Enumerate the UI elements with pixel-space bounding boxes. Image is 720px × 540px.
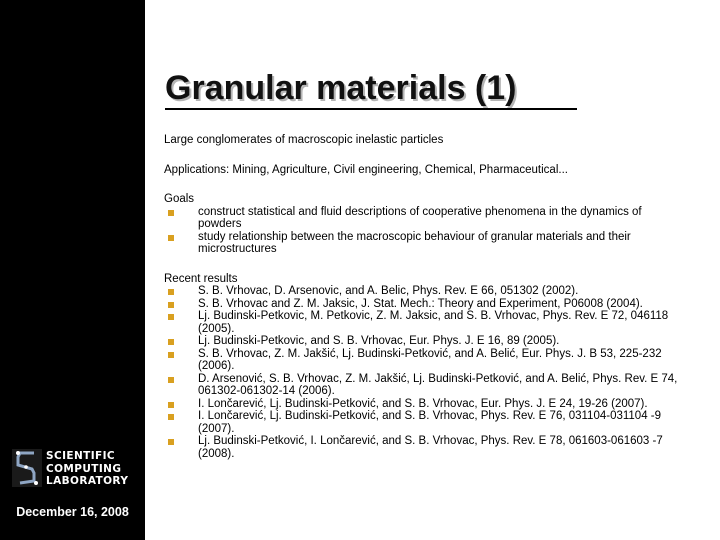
result-item bbox=[164, 410, 679, 435]
scientific-computing-laboratory-logo bbox=[10, 449, 133, 487]
result-item bbox=[164, 373, 679, 398]
scl-logo-icon bbox=[12, 449, 42, 487]
square-bullet-icon bbox=[168, 414, 174, 420]
result-text: S. B. Vrhovac and Z. M. Jaksic, J. Stat. Mech.: Theory and Experiment, P06008 (2004). bbox=[198, 297, 643, 310]
slide-title: Granular materials (1) bbox=[165, 69, 517, 107]
square-bullet-icon bbox=[168, 314, 174, 320]
intro-text: Large conglomerates of macroscopic inelastic particles bbox=[164, 134, 444, 146]
result-item bbox=[164, 398, 679, 411]
slide-content bbox=[164, 134, 679, 460]
square-bullet-icon bbox=[168, 235, 174, 241]
logo-wordmark bbox=[46, 450, 128, 488]
results-list bbox=[164, 285, 679, 460]
square-bullet-icon bbox=[168, 302, 174, 308]
result-item bbox=[164, 310, 679, 335]
result-item bbox=[164, 348, 679, 373]
title-area bbox=[165, 66, 580, 110]
result-text: Lj. Budinski-Petkovic, M. Petkovic, Z. M. Jaksic, and S. B. Vrhovac, Phys. Rev. E 72, 046118 (2005). bbox=[198, 310, 669, 335]
applications-text: Applications: Mining, Agriculture, Civil engineering, Chemical, Pharmaceutical... bbox=[164, 163, 568, 176]
title-underline bbox=[165, 108, 577, 110]
logo-line-1: SCIENTIFIC bbox=[46, 450, 115, 462]
goal-item bbox=[164, 206, 679, 231]
results-heading: Recent results bbox=[164, 272, 238, 285]
goals-list bbox=[164, 206, 679, 256]
goals-heading: Goals bbox=[164, 193, 195, 205]
goals-section bbox=[164, 193, 679, 256]
logo-line-3: LABORATORY bbox=[46, 475, 129, 487]
square-bullet-icon bbox=[168, 210, 174, 216]
square-bullet-icon bbox=[168, 377, 174, 383]
result-text: S. B. Vrhovac, Z. M. Jakšić, Lj. Budinski-Petković, and A. Belić, Eur. Phys. J. B 53, 225-232 (2006). bbox=[198, 347, 662, 372]
goal-text: construct statistical and fluid descriptions of cooperative phenomena in the dynamics of powders bbox=[198, 205, 642, 230]
square-bullet-icon bbox=[168, 402, 174, 408]
result-text: S. B. Vrhovac, D. Arsenovic, and A. Belic, Phys. Rev. E 66, 051302 (2002). bbox=[198, 285, 579, 297]
result-text: I. Lončarević, Lj. Budinski-Petković, and S. B. Vrhovac, Phys. Rev. E 76, 031104-031104 -9 (2007). bbox=[198, 410, 662, 435]
square-bullet-icon bbox=[168, 289, 174, 295]
result-item bbox=[164, 435, 679, 460]
result-text: Lj. Budinski-Petković, I. Lončarević, and S. B. Vrhovac, Phys. Rev. E 78, 061603-061603 -7 (2008). bbox=[198, 435, 663, 460]
result-item bbox=[164, 298, 679, 311]
slide-date: December 16, 2008 bbox=[16, 505, 129, 519]
result-text: I. Lončarević, Lj. Budinski-Petković, and S. B. Vrhovac, Eur. Phys. J. E 24, 19-26 (2007). bbox=[198, 397, 648, 410]
logo-line-2: COMPUTING bbox=[46, 462, 122, 475]
goal-item bbox=[164, 231, 679, 256]
sidebar bbox=[0, 0, 145, 540]
square-bullet-icon bbox=[168, 339, 174, 345]
result-item bbox=[164, 285, 679, 298]
result-text: Lj. Budinski-Petkovic, and S. B. Vrhovac, Eur. Phys. J. E 16, 89 (2005). bbox=[198, 335, 560, 347]
result-text: D. Arsenović, S. B. Vrhovac, Z. M. Jakšić, Lj. Budinski-Petković, and A. Belić, Phys. Rev. E 74, 061302-061302-14 (2006). bbox=[198, 372, 678, 397]
results-section bbox=[164, 273, 679, 461]
result-item bbox=[164, 335, 679, 348]
goal-text: study relationship between the macroscopic behaviour of granular materials and their microstructures bbox=[198, 230, 631, 255]
square-bullet-icon bbox=[168, 352, 174, 358]
square-bullet-icon bbox=[168, 439, 174, 445]
